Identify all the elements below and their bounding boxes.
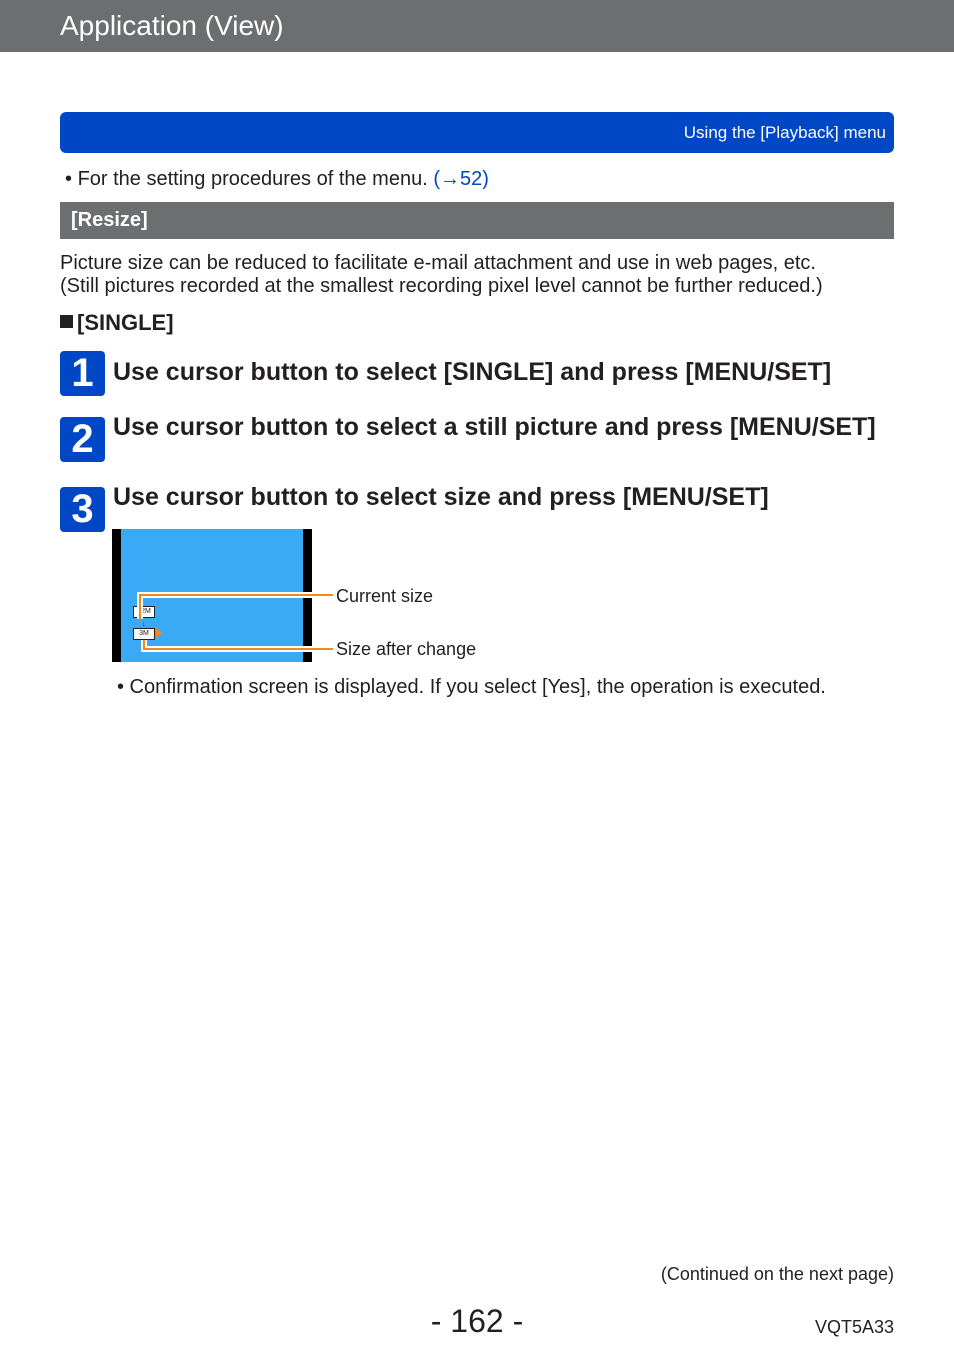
single-heading [60,311,174,335]
resize-title: [Resize] [71,209,148,231]
page-header [0,0,954,52]
resize-description [60,252,894,298]
confirmation-note: • Confirmation screen is displayed. If you select [Yes], the operation is executed. [117,676,826,698]
resize-section-bar [60,202,894,239]
right-arrow-icon [156,628,162,638]
single-heading-text: [SINGLE] [77,310,174,335]
section-banner [60,112,894,153]
section-label: Using the [Playback] menu [683,123,886,142]
after-size-chip: 3M [133,628,155,640]
step-badge-3: 3 [60,487,105,532]
description-line-1: Picture size can be reduced to facilitate e-mail attachment and use in web pages, etc. [60,252,816,274]
page-number: - 162 - [430,1303,524,1339]
header-title: Application (View) [60,10,284,41]
step-badge-1: 1 [60,351,105,396]
continued-note: (Continued on the next page) [660,1264,894,1284]
menu-procedure-note [65,168,489,190]
step-text-1: Use cursor button to select [SINGLE] and press [MENU/SET] [113,358,832,386]
current-size-chip: 12M [133,606,155,618]
camera-screen-display [121,529,303,662]
square-bullet-icon [60,315,73,328]
camera-screen-illustration [112,529,312,662]
step-text-2: Use cursor button to select a still picture and press [MENU/SET] [113,413,876,441]
model-code: VQT5A33 [814,1317,894,1337]
page-reference-link[interactable]: (→52) [433,168,489,190]
current-size-label: Current size [336,586,434,606]
note-bullet: • [65,168,78,190]
step-badge-2: 2 [60,417,105,462]
note-text: For the setting procedures of the menu. [77,168,434,190]
step-text-3: Use cursor button to select size and press [MENU/SET] [113,483,769,511]
size-after-change-label: Size after change [336,639,477,659]
down-arrow-icon: ↓ [142,621,146,628]
description-line-2: (Still pictures recorded at the smallest recording pixel level cannot be further reduced.) [60,275,823,297]
